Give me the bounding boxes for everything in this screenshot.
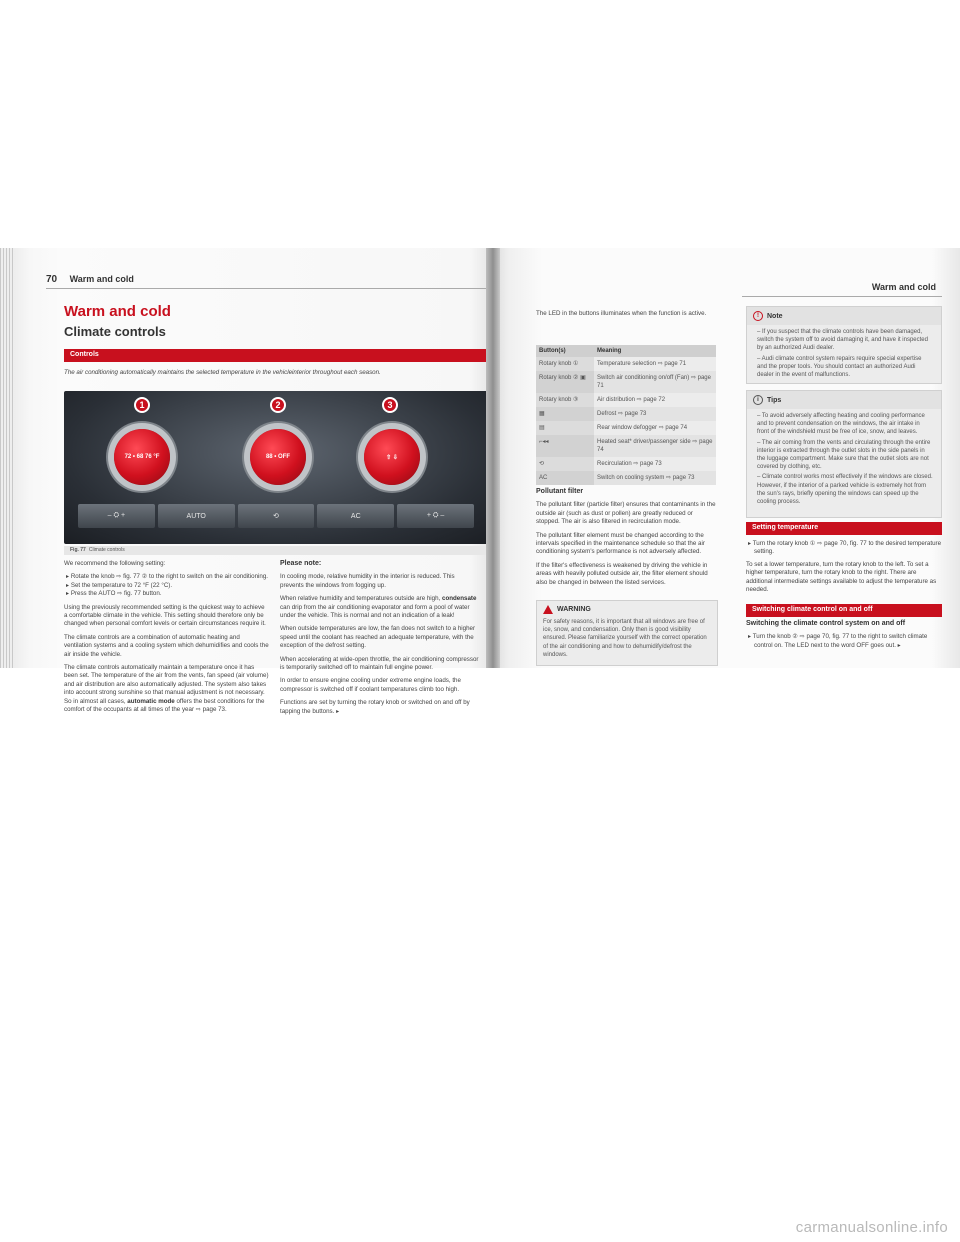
panel-button-seat-right: + ⛭ – (397, 504, 474, 528)
tips-header (747, 391, 941, 409)
right-header-rule (742, 296, 942, 297)
table-cell: Rear window defogger ⇨ page 74 (594, 421, 716, 435)
figure-caption (64, 546, 494, 555)
page-edges (0, 248, 14, 668)
right-running-header: Warm and cold (871, 282, 936, 292)
table-cell: Switch air conditioning on/off (Fan) ⇨ page 71 (594, 371, 716, 393)
table-cell: Rotary knob ① (536, 357, 594, 371)
air-distribution-knob (364, 429, 420, 485)
table-cell: AC (536, 471, 594, 485)
col2-p2-c: can drip from the air conditioning evaporator and form a pool of water under the vehicle. This is normal and not an indication of a leak! (280, 603, 470, 620)
col2-p5: In order to ensure engine cooling under extreme engine loads, the compressor is switched off if coolant temperatures climb too high. (280, 677, 461, 693)
table-cell: Recirculation ⇨ page 73 (594, 457, 716, 471)
warning-icon (543, 605, 553, 614)
col1-p4-bold: automatic mode (127, 697, 175, 705)
tips-item: – To avoid adversely affecting heating and cooling performance and to prevent condensation on the windows, the air intake in front of the windshield must be free of ice, snow, and leaves. (757, 413, 925, 436)
col2-p2-bold: condensate (442, 595, 477, 603)
warning-box (536, 600, 718, 666)
col2-p6: Functions are set by turning the rotary knob or switched on and off by tapping the buttons. ▸ (280, 699, 470, 715)
table-row (536, 457, 716, 471)
tips-item: – The air coming from the vents and circulating through the entire interior is extracted through the outlet slots in the side panels in the luggage compartment. Make sure that the outlet slots are not covered by clothing, etc. (757, 439, 931, 471)
note-item: – Audi climate control system repairs require special expertise and the proper tools. You should contact an authorized Audi dealer in the event of malfunctions. (757, 355, 922, 379)
col1-p4-a: The climate controls automatically maintain a temperature once it has been set. The temperature of the air from the vents, fan speed (air volume) and air distribution are also automatically adjusted. The system also takes into account strong sunshine so that manual adjustment is not necessary. So in almost all cases, (64, 664, 269, 705)
col2-head: Please note: (280, 560, 322, 567)
col1-p4 (64, 664, 269, 714)
table-cell: ⌐◂◂ (536, 435, 594, 457)
panel-button-ac: AC (317, 504, 394, 528)
warning-text: For safety reasons, it is important that all windows are free of ice, snow, and condensation. Only then is good visibility ensured. Please familiarize yourself with the correct operation of the air conditioning and how to dehumidify/defrost the windows. (543, 619, 707, 658)
switching-bullet: ▸ Turn the knob ② ⇨ page 70, fig. 77 to the right to switch climate control on. The LED next to the word OFF goes out. ▸ (748, 633, 928, 649)
table-row (536, 407, 716, 421)
table-cell: Switch on cooling system ⇨ page 73 (594, 471, 716, 485)
page-number: 70 (46, 274, 58, 285)
pollutant-p1: The pollutant filter (particle filter) ensures that contaminants in the outside air (such as dust or pollen) are greatly reduced or stopped. The air is also filtered in recirculation mode. (536, 501, 716, 526)
tips-item: – Climate control works most effectively if the windows are closed. However, if the interior of a parked vehicle is extremely hot from the sun's rays, briefly opening the windows can speed up the cooling process. (757, 474, 933, 506)
table-cell: Temperature selection ⇨ page 71 (594, 357, 716, 371)
col1-p2: Using the previously recommended setting is the quickest way to achieve a comfortable climate in the vehicle. This setting should therefore only be changed when personal comfort levels or certain circumstances require it. (64, 603, 266, 628)
warning-header (537, 601, 717, 618)
right-page (492, 248, 960, 668)
callout-badge-3: 3 (382, 397, 398, 413)
table-row (536, 357, 716, 371)
switching-bar: Switching climate control on and off (746, 604, 942, 617)
knob2-label: 88 • OFF (265, 454, 291, 460)
table-cell: Air distribution ⇨ page 72 (594, 393, 716, 407)
tips-title: Tips (767, 396, 782, 404)
led-intro: The LED in the buttons illuminates when the function is active. (536, 310, 707, 317)
setting-bullet: ▸ Turn the rotary knob ① ⇨ page 70, fig. 77 to the desired temperature setting. (748, 540, 942, 556)
note-body (747, 325, 941, 384)
note-box (746, 306, 942, 384)
note-title: Note (767, 312, 783, 320)
col1-p3: The climate controls are a combination of automatic heating and ventilation systems and a cooling system which dehumidifies and cools the air inside the vehicle. (64, 633, 269, 658)
fan-knob (250, 429, 306, 485)
table-cell: Heated seat* driver/passenger side ⇨ page 74 (594, 435, 716, 457)
table-header-buttons: Button(s) (536, 345, 594, 357)
table-cell: ▤ (536, 421, 594, 435)
pollutant-p3: If the filter's effectiveness is weakened by driving the vehicle in areas with heavily polluted outside air, the filter element should also be changed in between the listed services. (536, 561, 708, 586)
section-title: Climate controls (64, 324, 166, 339)
left-header-rule (46, 288, 486, 289)
caption-text: Climate controls (88, 547, 125, 553)
switching-section (746, 620, 942, 650)
col1-bullet-1: ▸ Rotate the knob ⇨ fig. 77 ② to the right to switch on the air conditioning. (66, 573, 268, 581)
book-spread (0, 248, 960, 715)
col2-p2 (280, 595, 480, 620)
table-row (536, 371, 716, 393)
pollutant-p2: The pollutant filter element must be changed according to the intervals specified in the maintenance schedule so that the air conditioning system's performance is not adversely affected. (536, 531, 705, 556)
left-column-1 (64, 560, 269, 720)
setting-temperature-bar: Setting temperature (746, 522, 942, 535)
intro-text: The air conditioning automatically maintains the selected temperature in the vehicleinterior throughout each season. (64, 369, 381, 376)
col2-p1: In cooling mode, relative humidity in the interior is reduced. This prevents the windows from fogging up. (280, 573, 455, 589)
left-page (0, 248, 492, 715)
panel-button-row (78, 504, 474, 528)
table-header-meaning: Meaning (594, 345, 716, 357)
col1-p4-c: offers the best conditions for the comfort of the occupants at all times of the year ⇨ page 73. (64, 697, 265, 714)
table-cell: ⟲ (536, 457, 594, 471)
book-spine (486, 248, 500, 668)
tips-body (747, 409, 941, 511)
col2-p4: When accelerating at wide-open throttle, the air conditioning compressor is temporarily switched off to maintain full engine power. (280, 655, 479, 672)
controls-section-bar: Controls (64, 349, 494, 362)
left-running-header (46, 274, 134, 285)
pollutant-filter-section (536, 488, 718, 592)
setting-p1: To set a lower temperature, turn the rotary knob to the left. To set a higher temperature, turn the rotary knob to the right. There are additional intermediate settings available to adjust the temperature as needed. (746, 560, 937, 594)
table-cell: ▦ (536, 407, 594, 421)
panel-button-seat-left: – ⛭ + (78, 504, 155, 528)
callout-badge-2: 2 (270, 397, 286, 413)
table-row (536, 471, 716, 485)
table-cell: Rotary knob ③ (536, 393, 594, 407)
table-row (536, 435, 716, 457)
climate-panel-photo (64, 391, 494, 544)
pollutant-head: Pollutant filter (536, 488, 584, 495)
table-cell: Rotary knob ② ▣ (536, 371, 594, 393)
switching-head: Switching the climate control system on and off (746, 620, 906, 627)
col1-p1: We recommend the following setting: (64, 560, 166, 567)
exclamation-icon: ! (753, 311, 763, 321)
setting-temperature-section (746, 540, 942, 599)
panel-button-auto: AUTO (158, 504, 235, 528)
knob3-label: ⇧ ⇩ (386, 454, 398, 461)
info-icon: i (753, 395, 763, 405)
temperature-knob (114, 429, 170, 485)
col1-bullet-2: ▸ Set the temperature to 72 °F (22 °C). (66, 581, 173, 589)
note-item: – If you suspect that the climate controls have been damaged, switch the system off to avoid damaging it, and have it inspected by an authorized Audi dealer. (757, 329, 928, 352)
knob1-label: 72 • 68 76 °F (124, 454, 160, 460)
watermark: carmanualsonline.info (795, 1219, 948, 1236)
col2-p3: When outside temperatures are low, the fan does not switch to a higher speed until the coolant has reached an adequate temperature, with the exception of the defrost setting. (280, 625, 476, 650)
table-row (536, 393, 716, 407)
note-header (747, 307, 941, 325)
button-meaning-table (536, 345, 716, 485)
col1-bullet-3: ▸ Press the AUTO ⇨ fig. 77 button. (66, 590, 162, 598)
left-header-text: Warm and cold (69, 274, 134, 284)
left-column-2 (280, 560, 480, 721)
chapter-title: Warm and cold (64, 303, 171, 320)
table-cell: Defrost ⇨ page 73 (594, 407, 716, 421)
warning-title: WARNING (557, 606, 591, 613)
col2-p2-a: When relative humidity and temperatures outside are high, (280, 595, 442, 603)
table-row (536, 421, 716, 435)
tips-box (746, 390, 942, 518)
panel-button-recirc: ⟲ (238, 504, 315, 528)
caption-fig: Fig. 77 (70, 547, 86, 553)
callout-badge-1: 1 (134, 397, 150, 413)
